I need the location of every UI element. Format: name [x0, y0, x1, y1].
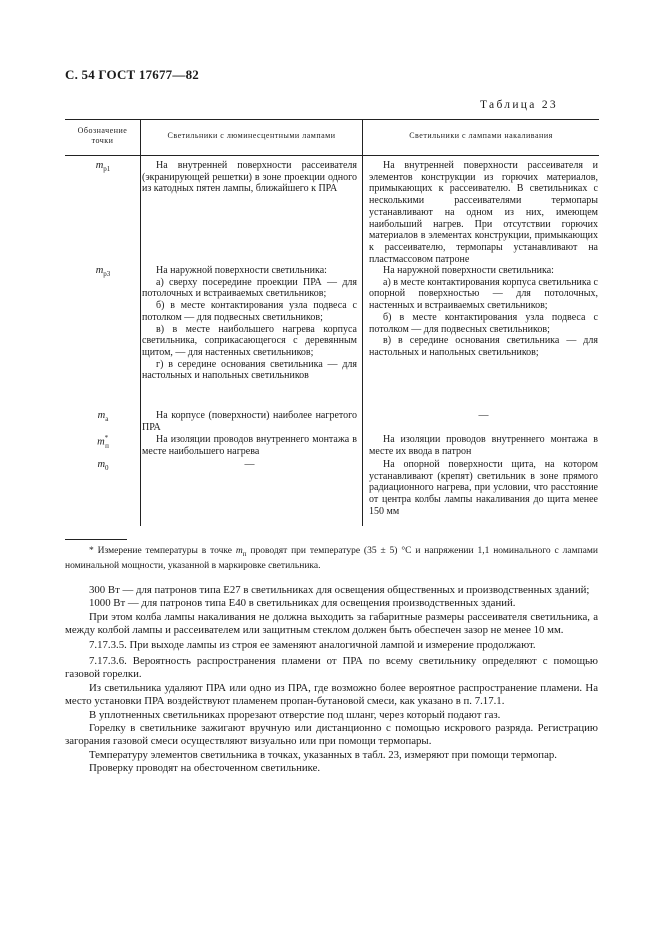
body-paragraph: 7.17.3.6. Вероятность распространения пламени от ПРА по всему светильнику определяют с помощью газовой горелки. [65, 655, 598, 681]
row5-incandescent: На опорной поверхности щита, на котором устанавливают (крепят) светильник в зоне прямого радиационного нагрева, при условии, что расстояние от центра колбы лампы накаливания до щита менее 150 мм [369, 459, 598, 517]
row4-incandescent: На изоляции проводов внутреннего монтажа в месте их ввода в патрон [369, 434, 598, 457]
body-paragraph: При этом колба лампы накаливания не должна выходить за габаритные размеры рассеивателя светильника, а между колбой лампы и рассеивателем или защитным стеклом должен быть обеспечен зазор не менее 10 мм. [65, 610, 598, 637]
row3-fluorescent: На корпусе (поверхности) наиболее нагретого ПРА [142, 410, 357, 433]
point-symbol-ma: $m_а$ [97, 410, 109, 424]
body-paragraph: Из светильника удаляют ПРА или одно из ПРА, где возможно более вероятное распространение пламени. На место установки ПРА воздействуют пламенем пропан-бутановой смеси, как указано в п. 7.17.1. [65, 681, 598, 708]
body-text [65, 584, 598, 776]
body-paragraph: 1000 Вт — для патронов типа Е40 в светильниках для освещения производственных зданий. [89, 597, 516, 610]
row2-fluorescent: На наружной поверхности светильника: а) сверху посередине проекции ПРА — для потолочных и встраиваемых светильников; б) в месте контактирования узла подвеса с потолком — для подвесных светильников; в) в месте наибольшего нагрева корпуса светильника, соприкасающегося с деревянным щитом, — для настенных светильников; г) в середине основания светильника — для настольных и напольных светильников [142, 265, 357, 382]
table-label: Таблица 23 [480, 99, 558, 111]
table-divider-2 [362, 119, 363, 526]
header-fluorescent: Светильники с люминесцентными лампами [167, 131, 336, 140]
row1-incandescent: На внутренней поверхности рассеивателя и элементов конструкции из горючих материалов, примыкающих к рассеивателю. В светильниках с несколькими рассеивателями термопары устанавливают на одном из них, имеющем наибольший нагрев. При отсутствии горючих материалов в элементах конструкции, примыкающих к рассеивателю, термопары устанавливают на пластмассовом патроне [369, 160, 598, 265]
row4-fluorescent: На изоляции проводов внутреннего монтажа в месте наибольшего нагрева [142, 434, 357, 457]
point-symbol-mp1: $m_{р1}$ [95, 160, 111, 174]
point-symbol-mp3: $m_{р3}$ [95, 265, 111, 279]
footnote: * Измерение температуры в точке $m_п$ проводят при температуре (35 ± 5) °С и напряжении 1,1 номинального с лампами номинальной мощности, указанной в маркировке светильника. [65, 546, 598, 571]
header-point: Обозначение точки [77, 126, 128, 145]
row3-incandescent: — [478, 410, 489, 421]
body-paragraph: Температуру элементов светильника в точках, указанных в табл. 23, измеряют при помощи термопар. [89, 748, 557, 761]
row2-incandescent: На наружной поверхности светильника: а) в месте контактирования корпуса светильника с опорной поверхностью — для потолочных, настенных и встраиваемых светильников; б) в месте контактирования узла подвеса с потолком — для подвесных светильников; в) в середине основания светильника — для настольных и напольных светильников; [369, 265, 598, 358]
table-header-rule [65, 155, 599, 156]
body-paragraph: В уплотненных светильниках прорезают отверстие под шланг, через который подают газ. [89, 708, 501, 721]
body-paragraph: 300 Вт — для патронов типа Е27 в светильниках для освещения общественных и производственных зданий; [89, 584, 590, 596]
row5-fluorescent: — [244, 459, 255, 470]
body-paragraph: Проверку проводят на обесточенном светильнике. [89, 762, 321, 775]
footnote-rule [65, 539, 127, 540]
row1-fluorescent: На внутренней поверхности рассеивателя (экранирующей решетки) в зоне проекции одного из катодных пятен лампы, ближайшего к ПРА [142, 160, 357, 195]
point-symbol-mn: $m^*_п$ [97, 434, 109, 450]
table-top-rule [65, 119, 599, 120]
page-header: С. 54 ГОСТ 17677—82 [65, 67, 199, 82]
point-symbol-m0: $m_0$ [97, 459, 109, 473]
table-divider-1 [140, 119, 141, 526]
body-paragraph: Горелку в светильнике зажигают вручную или дистанционно с помощью искрового разряда. Регистрацию загорания газовой смеси осуществляют визуально или при помощи термопары. [65, 722, 598, 748]
header-incandescent: Светильники с лампами накаливания [409, 131, 553, 140]
body-paragraph: 7.17.3.5. При выходе лампы из строя ее заменяют аналогичной лампой и измерение продолжают. [89, 638, 536, 651]
